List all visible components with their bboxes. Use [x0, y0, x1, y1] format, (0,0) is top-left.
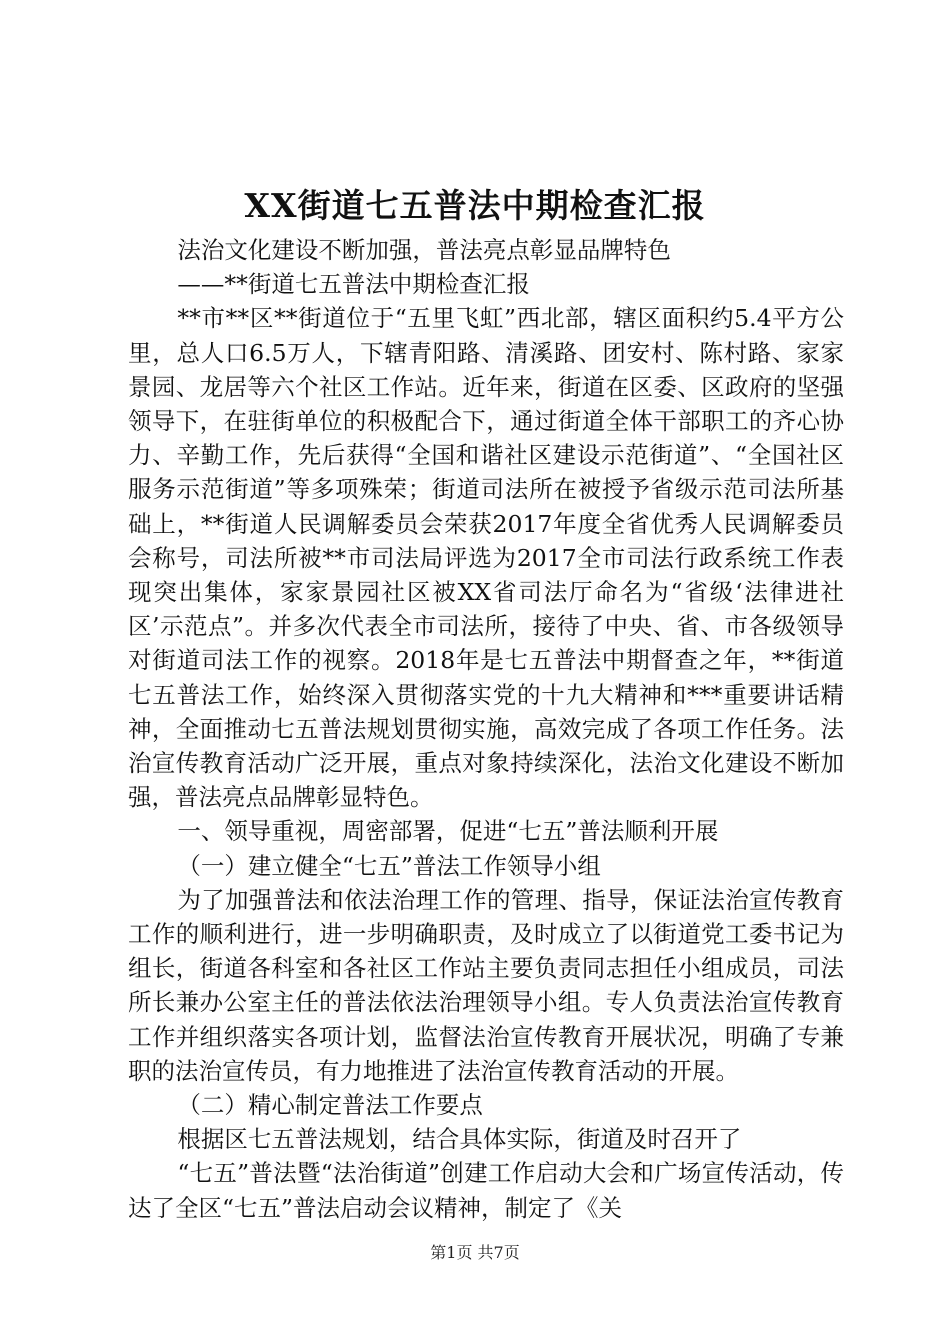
subsection-heading-1-1: （一）建立健全“七五”普法工作领导小组	[177, 851, 601, 880]
subtitle-line: 法治文化建设不断加强，普法亮点彰显品牌特色	[177, 236, 671, 264]
page-footer: 第1页 共7页	[430, 1243, 520, 1262]
body-paragraph: “七五”普法暨“法治街道”创建工作启动大会和广场宣传活动，传达了全区“七五”普法启动会议精神，制定了《关	[128, 1159, 844, 1222]
subsection-heading-1-2: （二）精心制定普法工作要点	[177, 1091, 483, 1120]
subtitle-source-line: ——**街道七五普法中期检查汇报	[177, 270, 530, 299]
body-paragraph: 为了加强普法和依法治理工作的管理、指导，保证法治宣传教育工作的顺利进行，进一步明确职责，及时成立了以街道党工委书记为组长，街道各科室和各社区工作站主要负责同志担任小组成员，司法所长兼办公室主任的普法依法治理领导小组。专人负责法治宣传教育工作并组织落实各项计划，监督法治宣传教育开展状况，明确了专兼职的法治宣传员，有力地推进了法治宣传教育活动的开展。	[128, 885, 844, 1085]
section-heading-1: 一、领导重视，周密部署，促进“七五”普法顺利开展	[177, 817, 719, 846]
document-body	[128, 233, 844, 1225]
intro-paragraph: **市**区**街道位于“五里飞虹”西北部，辖区面积约5.4平方公里，总人口6.5万人，下辖青阳路、清溪路、团安村、陈村路、家家景园、龙居等六个社区工作站。近年来，街道在区委、区政府的坚强领导下，在驻街单位的积极配合下，通过街道全体干部职工的齐心协力、辛勤工作，先后获得“全国和谐社区建设示范街道”、“全国社区服务示范街道”等多项殊荣；街道司法所在被授予省级示范司法所基础上，**街道人民调解委员会荣获2017年度全省优秀人民调解委员会称号，司法所被**市司法局评选为2017全市司法行政系统工作表现突出集体，家家景园社区被XX省司法厅命名为“省级‘法律进社区’示范点”。并多次代表全市司法所，接待了中央、省、市各级领导对街道司法工作的视察。2018年是七五普法中期督查之年，**街道七五普法工作，始终深入贯彻落实党的十九大精神和***重要讲话精神，全面推动七五普法规划贯彻实施，高效完成了各项工作任务。法治宣传教育活动广泛开展，重点对象持续深化，法治文化建设不断加强，普法亮点品牌彰显特色。	[128, 304, 844, 812]
body-paragraph: 根据区七五普法规划，结合具体实际，街道及时召开了	[177, 1125, 742, 1154]
document-title: XX街道七五普法中期检查汇报	[244, 186, 706, 225]
